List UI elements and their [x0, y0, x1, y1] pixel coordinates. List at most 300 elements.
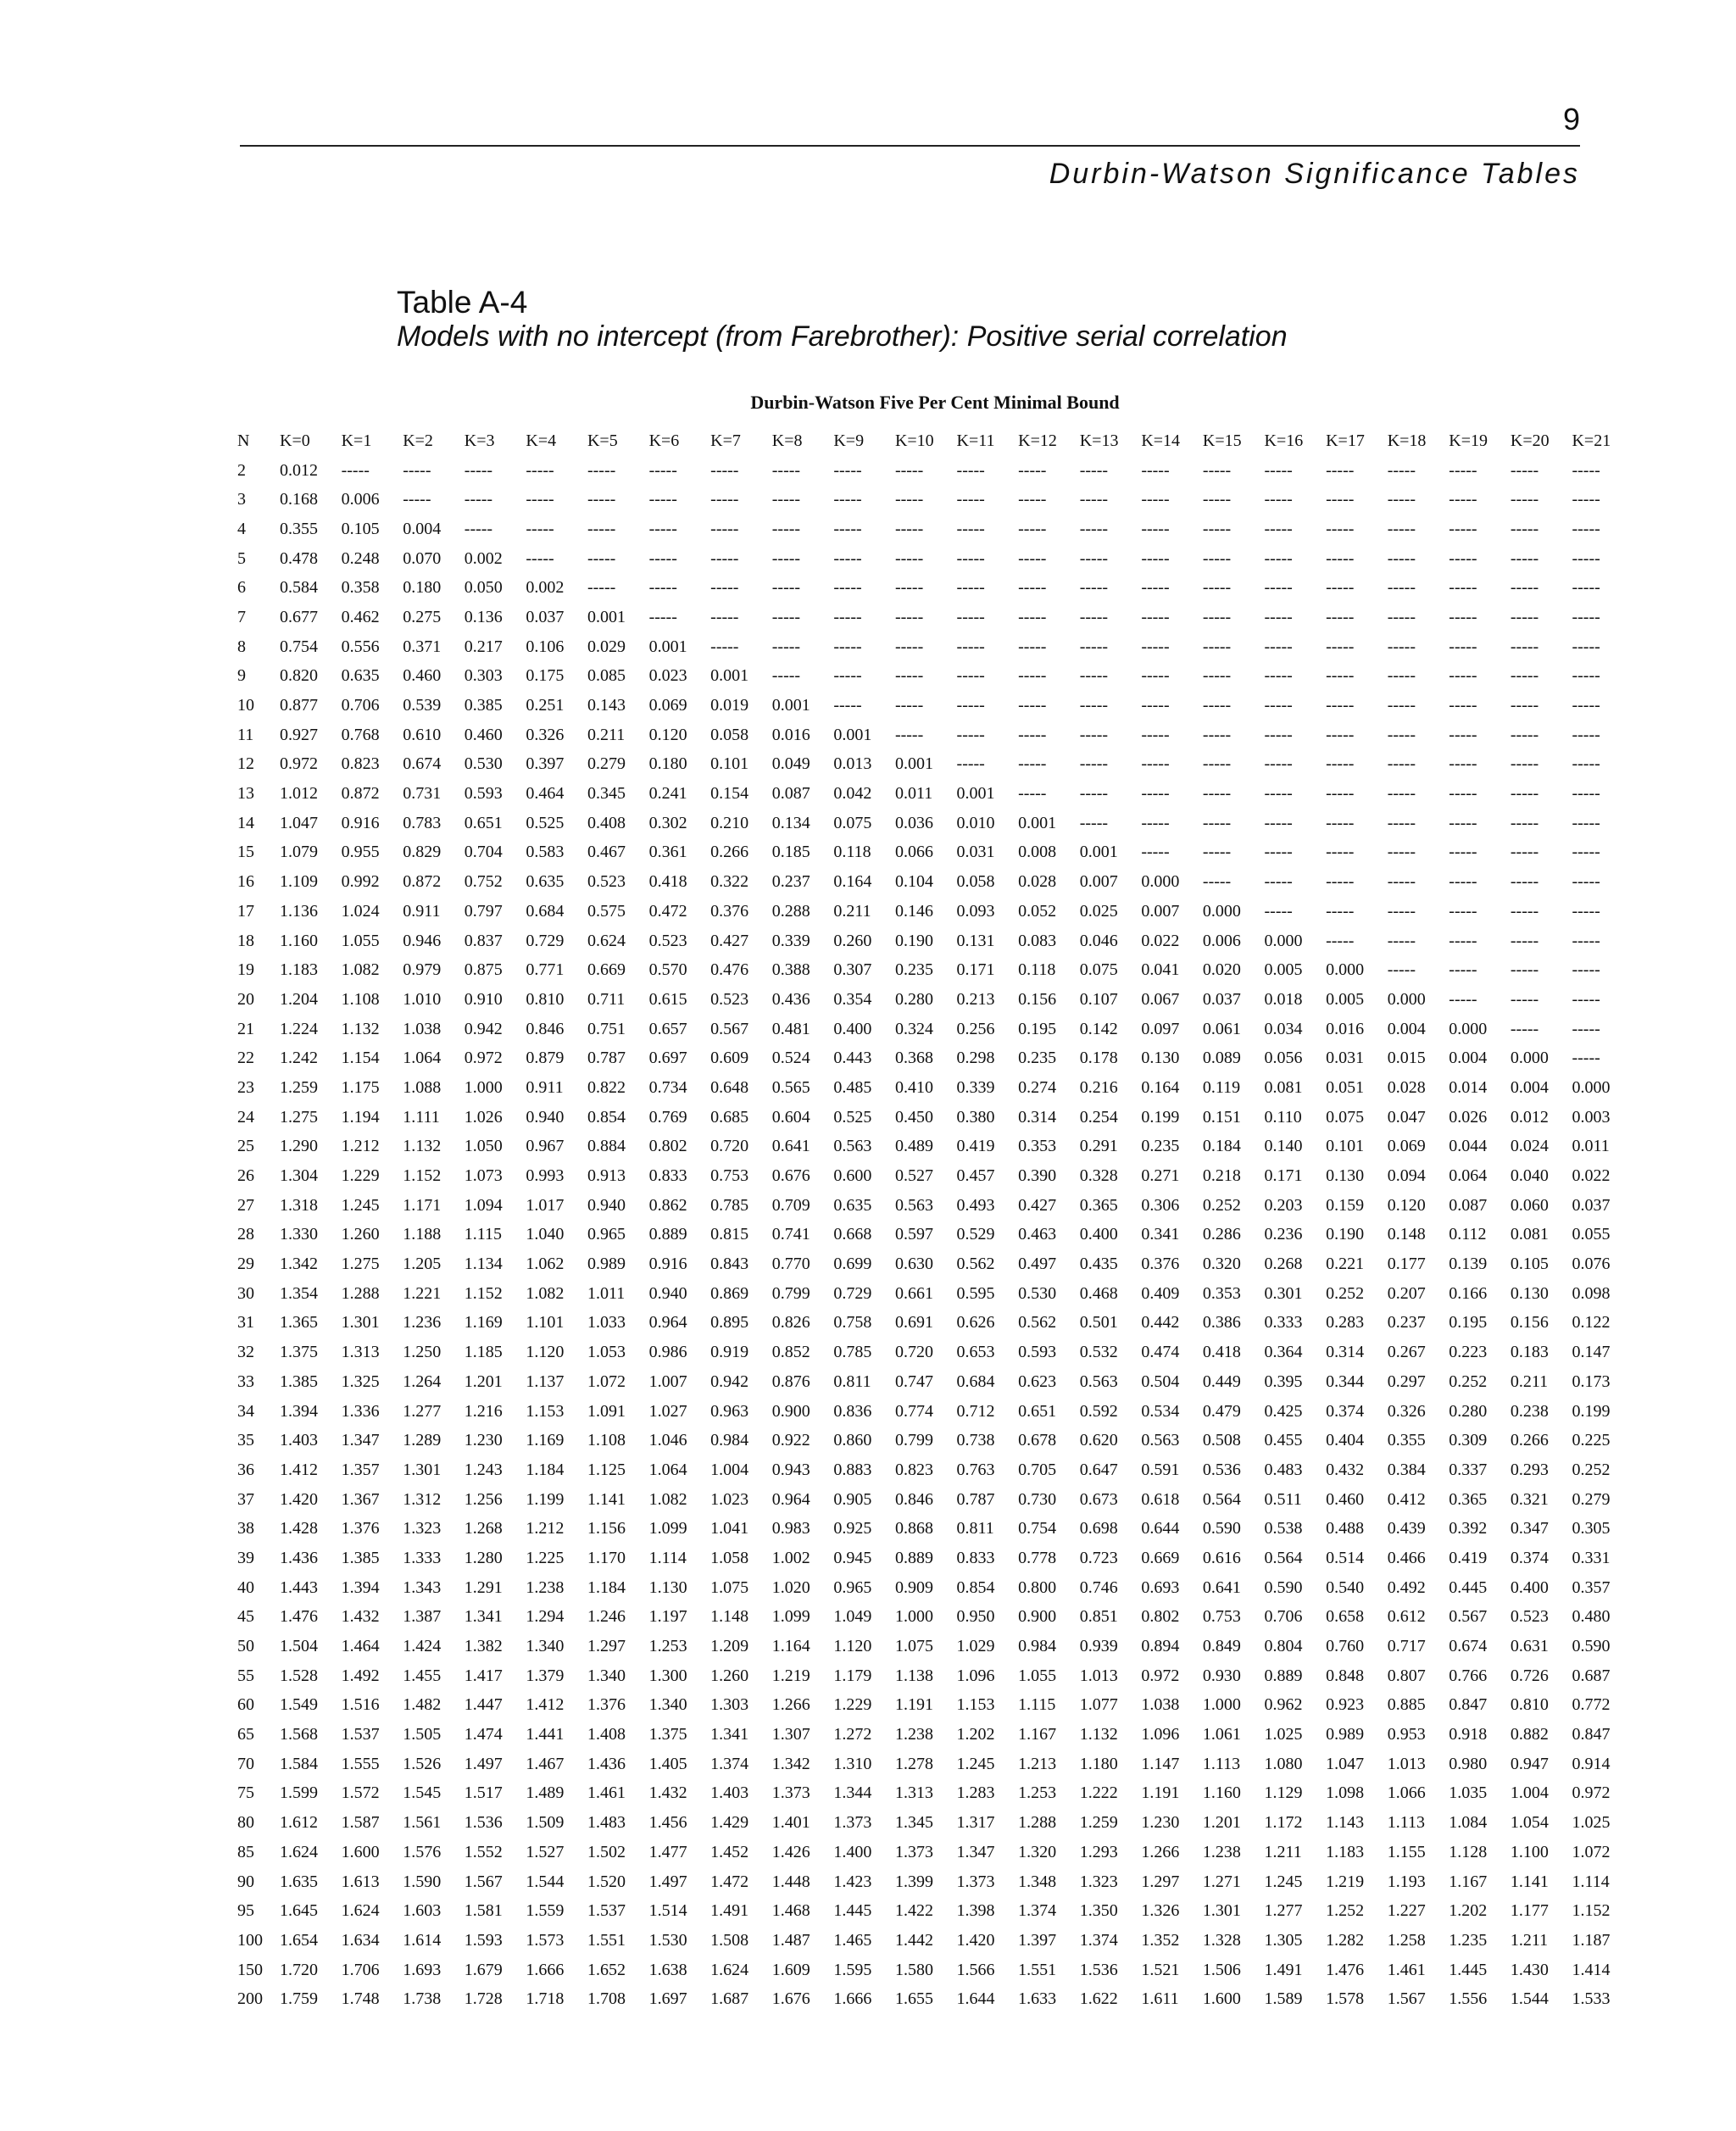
- value-cell: 0.720: [710, 1137, 749, 1156]
- value-cell: 0.644: [1141, 1519, 1180, 1538]
- value-cell: 0.130: [1141, 1049, 1180, 1068]
- value-cell: -----: [710, 519, 739, 538]
- value-cell: 1.049: [833, 1607, 872, 1627]
- value-cell: 0.418: [1202, 1343, 1241, 1362]
- value-cell: 1.177: [1510, 1901, 1549, 1921]
- value-cell: -----: [1202, 460, 1232, 480]
- value-cell: 1.581: [464, 1901, 503, 1921]
- value-cell: 1.572: [341, 1783, 380, 1803]
- column-header: K=21: [1572, 431, 1611, 450]
- value-cell: -----: [1326, 754, 1355, 774]
- value-cell: 0.940: [526, 1107, 565, 1127]
- value-cell: 0.418: [648, 872, 687, 892]
- value-cell: -----: [648, 548, 677, 568]
- value-cell: -----: [648, 490, 677, 509]
- value-cell: 1.555: [341, 1754, 380, 1773]
- value-cell: 0.706: [341, 696, 380, 715]
- value-cell: 1.072: [587, 1372, 626, 1391]
- value-cell: 1.544: [526, 1872, 565, 1891]
- value-cell: 1.216: [464, 1401, 503, 1421]
- value-cell: 0.564: [1202, 1489, 1241, 1509]
- value-cell: 1.108: [341, 989, 380, 1009]
- value-cell: 1.293: [1079, 1842, 1118, 1861]
- value-cell: -----: [956, 725, 985, 744]
- value-cell: 1.455: [403, 1666, 442, 1685]
- value-cell: 0.972: [1141, 1666, 1180, 1685]
- value-cell: 1.175: [341, 1077, 380, 1097]
- value-cell: 1.476: [1326, 1960, 1365, 1979]
- value-cell: 0.237: [1387, 1313, 1426, 1333]
- value-cell: 1.050: [464, 1137, 503, 1156]
- value-cell: 0.131: [956, 931, 995, 950]
- value-cell: -----: [1572, 607, 1600, 626]
- value-cell: 1.046: [648, 1431, 687, 1450]
- value-cell: -----: [1202, 725, 1232, 744]
- value-cell: -----: [1202, 813, 1232, 832]
- value-cell: -----: [956, 490, 985, 509]
- value-cell: 0.105: [341, 519, 380, 538]
- value-cell: -----: [1018, 725, 1047, 744]
- value-cell: -----: [1449, 696, 1477, 715]
- value-cell: 0.374: [1326, 1401, 1365, 1421]
- value-cell: 0.889: [894, 1548, 933, 1567]
- value-cell: 1.318: [280, 1195, 318, 1215]
- value-cell: 1.589: [1264, 1989, 1303, 2009]
- value-cell: 1.245: [1264, 1872, 1303, 1891]
- value-cell: 1.077: [1079, 1695, 1118, 1715]
- value-cell: 0.252: [1449, 1372, 1488, 1391]
- value-cell: -----: [710, 607, 739, 626]
- value-cell: 0.705: [1018, 1460, 1057, 1479]
- value-cell: 1.759: [280, 1989, 318, 2009]
- value-cell: 0.397: [526, 754, 565, 774]
- value-cell: 0.130: [1326, 1166, 1365, 1186]
- column-header: K=20: [1510, 431, 1550, 450]
- value-cell: 1.445: [1449, 1960, 1488, 1979]
- value-cell: 0.221: [1326, 1255, 1365, 1274]
- value-cell: 1.202: [1449, 1901, 1488, 1921]
- value-cell: 1.041: [710, 1519, 749, 1538]
- value-cell: 0.669: [1141, 1548, 1180, 1567]
- value-cell: 0.993: [526, 1166, 565, 1186]
- value-cell: 1.111: [403, 1107, 440, 1127]
- value-cell: 0.326: [526, 725, 565, 744]
- value-cell: 0.207: [1387, 1283, 1426, 1303]
- table-row: [237, 1926, 1633, 1956]
- value-cell: -----: [1264, 460, 1293, 480]
- value-cell: 0.069: [1387, 1137, 1426, 1156]
- row-n-cell: 40: [237, 1577, 254, 1597]
- value-cell: 1.645: [280, 1901, 318, 1921]
- value-cell: -----: [1079, 813, 1109, 832]
- value-cell: 0.184: [1202, 1137, 1241, 1156]
- value-cell: 0.020: [1202, 960, 1241, 980]
- value-cell: -----: [1510, 901, 1539, 921]
- value-cell: 1.521: [1141, 1960, 1180, 1979]
- value-cell: 0.804: [1264, 1637, 1303, 1656]
- row-n-cell: 5: [237, 548, 246, 568]
- value-cell: 1.088: [403, 1077, 442, 1097]
- value-cell: 0.766: [1449, 1666, 1488, 1685]
- value-cell: 0.028: [1387, 1077, 1426, 1097]
- table-row: [237, 1779, 1633, 1809]
- value-cell: 0.983: [771, 1519, 810, 1538]
- value-cell: 0.007: [1141, 901, 1180, 921]
- value-cell: -----: [1572, 989, 1600, 1009]
- value-cell: 1.205: [403, 1255, 442, 1274]
- value-cell: 1.266: [1141, 1842, 1180, 1861]
- value-cell: -----: [1449, 548, 1477, 568]
- value-cell: -----: [1387, 548, 1416, 568]
- value-cell: 0.785: [710, 1195, 749, 1215]
- value-cell: 1.128: [1449, 1842, 1488, 1861]
- value-cell: 1.277: [403, 1401, 442, 1421]
- value-cell: 1.272: [833, 1725, 872, 1744]
- table-caption: Models with no intercept (from Farebrother): Positive serial correlation: [397, 320, 1288, 353]
- value-cell: 0.884: [587, 1137, 626, 1156]
- value-cell: 1.115: [464, 1225, 503, 1244]
- value-cell: 0.729: [526, 931, 565, 950]
- value-cell: -----: [1141, 666, 1170, 686]
- value-cell: -----: [1387, 490, 1416, 509]
- value-cell: 0.763: [956, 1460, 995, 1479]
- column-header: K=7: [710, 431, 741, 450]
- value-cell: 1.224: [280, 1019, 318, 1038]
- value-cell: -----: [710, 490, 739, 509]
- value-cell: 0.007: [1079, 872, 1118, 892]
- value-cell: -----: [956, 578, 985, 598]
- value-cell: 0.567: [1449, 1607, 1488, 1627]
- value-cell: -----: [1202, 519, 1232, 538]
- row-n-cell: 17: [237, 901, 254, 921]
- value-cell: 1.345: [894, 1813, 933, 1833]
- value-cell: 0.497: [1018, 1255, 1057, 1274]
- value-cell: 1.385: [341, 1548, 380, 1567]
- value-cell: 0.051: [1326, 1077, 1365, 1097]
- value-cell: 0.618: [1141, 1489, 1180, 1509]
- value-cell: 1.193: [1387, 1872, 1426, 1891]
- value-cell: 1.443: [280, 1577, 318, 1597]
- value-cell: 1.100: [1510, 1842, 1549, 1861]
- value-cell: 1.079: [280, 843, 318, 862]
- value-cell: 0.651: [1018, 1401, 1057, 1421]
- value-cell: 1.202: [956, 1725, 995, 1744]
- value-cell: 1.073: [464, 1166, 503, 1186]
- value-cell: 1.432: [648, 1783, 687, 1803]
- value-cell: 1.098: [1326, 1783, 1365, 1803]
- value-cell: 1.403: [710, 1783, 749, 1803]
- value-cell: -----: [1326, 725, 1355, 744]
- value-cell: 0.012: [280, 460, 318, 480]
- value-cell: 1.023: [710, 1489, 749, 1509]
- column-header: K=8: [771, 431, 803, 450]
- value-cell: 0.105: [1510, 1255, 1549, 1274]
- value-cell: 1.033: [587, 1313, 626, 1333]
- value-cell: 0.726: [1510, 1666, 1549, 1685]
- value-cell: 0.016: [771, 725, 810, 744]
- value-cell: -----: [1510, 725, 1539, 744]
- value-cell: 1.209: [710, 1637, 749, 1656]
- table-row: [237, 1132, 1633, 1162]
- value-cell: 0.024: [1510, 1137, 1549, 1156]
- value-cell: 1.082: [648, 1489, 687, 1509]
- value-cell: 0.843: [710, 1255, 749, 1274]
- value-cell: 0.055: [1572, 1225, 1611, 1244]
- value-cell: 0.001: [1079, 843, 1118, 862]
- value-cell: -----: [1202, 490, 1232, 509]
- value-cell: 0.395: [1264, 1372, 1303, 1391]
- value-cell: 0.698: [1079, 1519, 1118, 1538]
- table-row: [237, 1867, 1633, 1897]
- value-cell: -----: [1572, 784, 1600, 804]
- value-cell: 0.943: [771, 1460, 810, 1479]
- value-cell: 0.392: [1449, 1519, 1488, 1538]
- value-cell: 1.537: [341, 1725, 380, 1744]
- value-cell: 0.972: [1572, 1783, 1611, 1803]
- value-cell: -----: [1326, 813, 1355, 832]
- value-cell: 0.945: [833, 1548, 872, 1567]
- value-cell: 0.939: [1079, 1637, 1118, 1656]
- value-cell: 0.848: [1326, 1666, 1365, 1685]
- table-row: [237, 721, 1633, 750]
- value-cell: 1.420: [956, 1930, 995, 1950]
- value-cell: 1.172: [1264, 1813, 1303, 1833]
- value-cell: 1.132: [1079, 1725, 1118, 1744]
- header-rule: [240, 145, 1580, 147]
- value-cell: 1.483: [587, 1813, 626, 1833]
- row-n-cell: 90: [237, 1872, 254, 1891]
- value-cell: 1.566: [956, 1960, 995, 1979]
- value-cell: 1.528: [280, 1666, 318, 1685]
- value-cell: 1.167: [1018, 1725, 1057, 1744]
- value-cell: 1.328: [1202, 1930, 1241, 1950]
- value-cell: 0.314: [1326, 1343, 1365, 1362]
- value-cell: 1.040: [526, 1225, 565, 1244]
- value-cell: 0.000: [1387, 989, 1426, 1009]
- value-cell: -----: [1264, 519, 1293, 538]
- row-n-cell: 95: [237, 1901, 254, 1921]
- row-n-cell: 200: [237, 1989, 263, 2009]
- table-row: [237, 515, 1633, 544]
- value-cell: 0.913: [587, 1166, 626, 1186]
- value-cell: 1.025: [1264, 1725, 1303, 1744]
- value-cell: 1.277: [1264, 1901, 1303, 1921]
- value-cell: -----: [1079, 460, 1109, 480]
- value-cell: 0.355: [1387, 1431, 1426, 1450]
- value-cell: 1.317: [956, 1813, 995, 1833]
- value-cell: 0.597: [894, 1225, 933, 1244]
- row-n-cell: 4: [237, 519, 246, 538]
- value-cell: -----: [1264, 901, 1293, 921]
- value-cell: 1.456: [648, 1813, 687, 1833]
- value-cell: 1.374: [710, 1754, 749, 1773]
- value-cell: 1.576: [403, 1842, 442, 1861]
- value-cell: 0.271: [1141, 1166, 1180, 1186]
- value-cell: 0.119: [1202, 1077, 1241, 1097]
- value-cell: 0.183: [1510, 1343, 1549, 1362]
- value-cell: 1.184: [587, 1577, 626, 1597]
- value-cell: 0.741: [771, 1225, 810, 1244]
- value-cell: 0.947: [1510, 1754, 1549, 1773]
- table-row: [237, 1485, 1633, 1515]
- value-cell: 0.514: [1326, 1548, 1365, 1567]
- value-cell: 0.916: [341, 813, 380, 832]
- value-cell: 0.980: [1449, 1754, 1488, 1773]
- value-cell: -----: [1079, 666, 1109, 686]
- value-cell: 0.460: [464, 725, 503, 744]
- value-cell: 0.237: [771, 872, 810, 892]
- value-cell: 0.326: [1387, 1401, 1426, 1421]
- value-cell: 0.989: [1326, 1725, 1365, 1744]
- value-cell: 1.325: [341, 1372, 380, 1391]
- value-cell: 1.551: [1018, 1960, 1057, 1979]
- value-cell: 1.109: [280, 872, 318, 892]
- value-cell: 1.397: [1018, 1930, 1057, 1950]
- value-cell: 1.091: [587, 1401, 626, 1421]
- value-cell: 1.242: [280, 1049, 318, 1068]
- value-cell: 0.919: [710, 1343, 749, 1362]
- value-cell: 1.101: [526, 1313, 565, 1333]
- value-cell: 1.442: [894, 1930, 933, 1950]
- value-cell: 0.064: [1449, 1166, 1488, 1186]
- value-cell: 0.501: [1079, 1313, 1118, 1333]
- value-cell: 0.022: [1141, 931, 1180, 950]
- value-cell: 0.635: [341, 666, 380, 686]
- value-cell: 0.089: [1202, 1049, 1241, 1068]
- value-cell: -----: [771, 578, 801, 598]
- value-cell: -----: [1202, 696, 1232, 715]
- value-cell: 1.375: [280, 1343, 318, 1362]
- value-cell: 0.823: [341, 754, 380, 774]
- value-cell: -----: [956, 519, 985, 538]
- row-n-cell: 22: [237, 1049, 254, 1068]
- value-cell: 1.201: [464, 1372, 503, 1391]
- value-cell: 0.081: [1264, 1077, 1303, 1097]
- value-cell: 0.590: [1572, 1637, 1611, 1656]
- row-n-cell: 26: [237, 1166, 254, 1186]
- value-cell: 0.668: [833, 1225, 872, 1244]
- value-cell: 0.833: [648, 1166, 687, 1186]
- value-cell: 1.367: [341, 1489, 380, 1509]
- value-cell: -----: [833, 666, 862, 686]
- value-cell: 0.697: [648, 1049, 687, 1068]
- value-cell: -----: [464, 490, 493, 509]
- value-cell: 0.302: [648, 813, 687, 832]
- value-cell: 1.708: [587, 1989, 626, 2009]
- row-n-cell: 70: [237, 1754, 254, 1773]
- table-row: [237, 544, 1633, 574]
- value-cell: -----: [1079, 725, 1109, 744]
- column-header: K=14: [1141, 431, 1181, 450]
- value-cell: 0.478: [280, 548, 318, 568]
- value-cell: -----: [1264, 578, 1293, 598]
- value-cell: 0.747: [894, 1372, 933, 1391]
- value-cell: 0.953: [1387, 1725, 1426, 1744]
- value-cell: 0.005: [1264, 960, 1303, 980]
- value-cell: 0.872: [341, 784, 380, 804]
- value-cell: -----: [1326, 578, 1355, 598]
- value-cell: -----: [1572, 1019, 1600, 1038]
- value-cell: 1.212: [526, 1519, 565, 1538]
- value-cell: -----: [1449, 872, 1477, 892]
- row-n-cell: 10: [237, 696, 254, 715]
- value-cell: 0.523: [587, 872, 626, 892]
- value-cell: -----: [1449, 637, 1477, 656]
- value-cell: 0.964: [648, 1313, 687, 1333]
- value-cell: 1.007: [648, 1372, 687, 1391]
- value-cell: 0.211: [587, 725, 626, 744]
- value-cell: 0.439: [1387, 1519, 1426, 1538]
- value-cell: 0.266: [1510, 1431, 1549, 1450]
- value-cell: 0.286: [1202, 1225, 1241, 1244]
- value-cell: 0.060: [1510, 1195, 1549, 1215]
- value-cell: -----: [1510, 519, 1539, 538]
- value-cell: 1.655: [894, 1989, 933, 2009]
- table-row: [237, 985, 1633, 1015]
- value-cell: 0.190: [894, 931, 933, 950]
- value-cell: 1.183: [1326, 1842, 1365, 1861]
- value-cell: 0.442: [1141, 1313, 1180, 1333]
- value-cell: -----: [1387, 901, 1416, 921]
- value-cell: 1.428: [280, 1519, 318, 1538]
- value-cell: 0.927: [280, 725, 318, 744]
- value-cell: 1.313: [894, 1783, 933, 1803]
- value-cell: 1.385: [280, 1372, 318, 1391]
- value-cell: 0.676: [771, 1166, 810, 1186]
- value-cell: 0.658: [1326, 1607, 1365, 1627]
- value-cell: 0.252: [1326, 1283, 1365, 1303]
- value-cell: 0.826: [771, 1313, 810, 1333]
- value-cell: 0.787: [956, 1489, 995, 1509]
- value-cell: 1.072: [1572, 1842, 1611, 1861]
- value-cell: 0.000: [1264, 931, 1303, 950]
- value-cell: 0.885: [1387, 1695, 1426, 1715]
- column-header: K=6: [648, 431, 680, 450]
- value-cell: 1.679: [464, 1960, 503, 1979]
- value-cell: 1.129: [1264, 1783, 1303, 1803]
- value-cell: 0.829: [403, 843, 442, 862]
- value-cell: 1.492: [341, 1666, 380, 1685]
- value-cell: -----: [1387, 607, 1416, 626]
- value-cell: -----: [710, 578, 739, 598]
- value-cell: 1.312: [403, 1489, 442, 1509]
- value-cell: -----: [1018, 754, 1047, 774]
- value-cell: -----: [1449, 460, 1477, 480]
- value-cell: -----: [1387, 666, 1416, 686]
- value-cell: 1.227: [1387, 1901, 1426, 1921]
- row-n-cell: 65: [237, 1725, 254, 1744]
- table-row: [237, 1661, 1633, 1691]
- value-cell: 0.159: [1326, 1195, 1365, 1215]
- value-cell: 1.536: [464, 1813, 503, 1833]
- value-cell: 1.191: [894, 1695, 933, 1715]
- value-cell: 0.260: [833, 931, 872, 950]
- row-n-cell: 28: [237, 1225, 254, 1244]
- value-cell: -----: [1449, 843, 1477, 862]
- value-cell: 0.648: [710, 1077, 749, 1097]
- value-cell: 1.259: [1079, 1813, 1118, 1833]
- row-n-cell: 80: [237, 1813, 254, 1833]
- value-cell: -----: [1510, 1019, 1539, 1038]
- value-cell: 1.491: [710, 1901, 749, 1921]
- value-cell: 1.587: [341, 1813, 380, 1833]
- value-cell: -----: [956, 607, 985, 626]
- value-cell: 0.235: [1018, 1049, 1057, 1068]
- value-cell: 0.882: [1510, 1725, 1549, 1744]
- value-cell: 1.599: [280, 1783, 318, 1803]
- value-cell: 0.049: [771, 754, 810, 774]
- table-row: [237, 779, 1633, 809]
